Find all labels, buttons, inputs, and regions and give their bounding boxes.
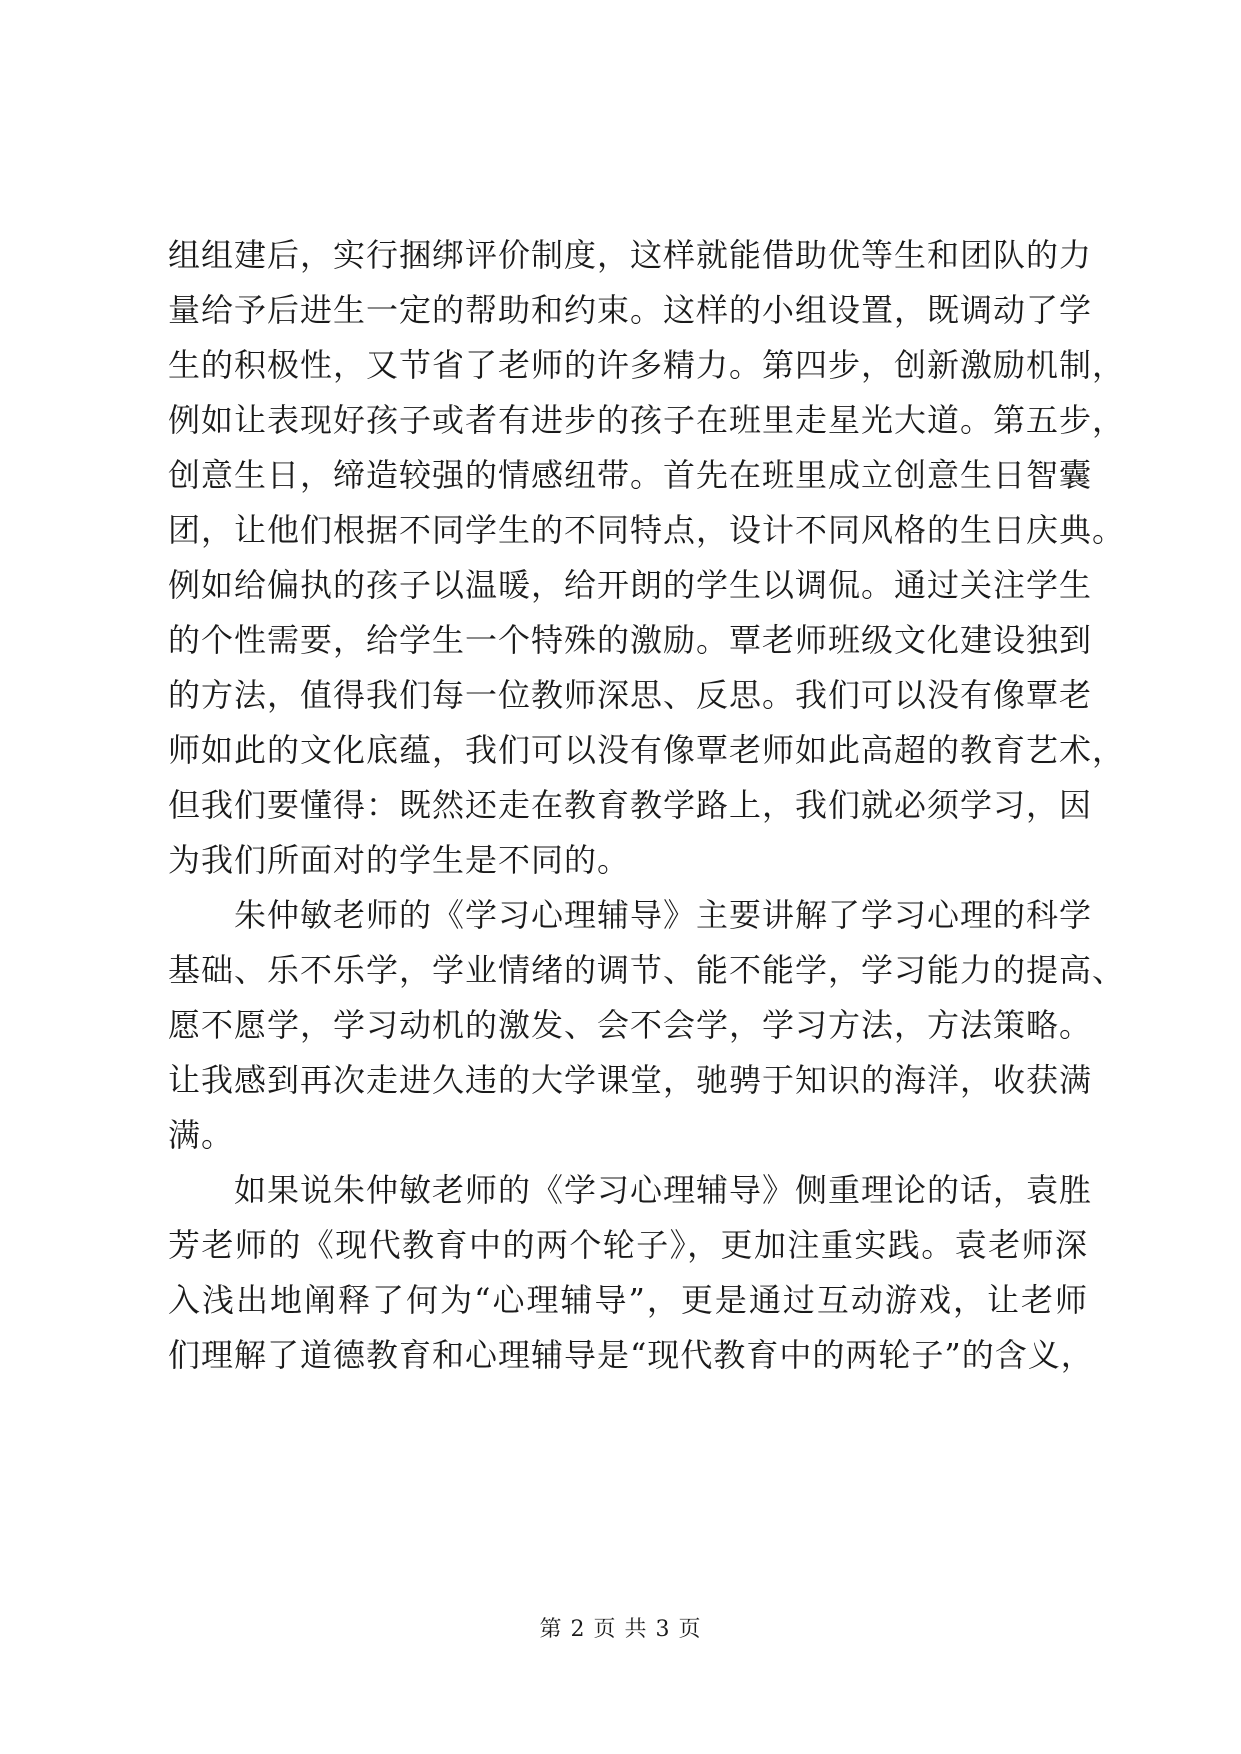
text-line: 愿不愿学，学习动机的激发、会不会学，学习方法，方法策略。 (168, 1006, 1093, 1044)
text-line: 朱仲敏老师的《学习心理辅导》主要讲解了学习心理的科学 (168, 896, 1093, 934)
text-line: 基础、乐不乐学，学业情绪的调节、能不能学，学习能力的提高、 (168, 951, 1126, 989)
text-line: 让我感到再次走进久违的大学课堂，驰骋于知识的海洋，收获满 (168, 1061, 1093, 1099)
text-line: 团，让他们根据不同学生的不同特点，设计不同风格的生日庆典。 (168, 511, 1126, 549)
text-line: 为我们所面对的学生是不同的。 (168, 841, 631, 879)
text-line: 但我们要懂得：既然还走在教育教学路上，我们就必须学习，因 (168, 786, 1093, 824)
text-line: 入浅出地阐释了何为“心理辅导”，更是通过互动游戏，让老师 (168, 1281, 1088, 1319)
text-line: 生的积极性，又节省了老师的许多精力。第四步，创新激励机制， (168, 346, 1126, 384)
body-text (168, 228, 1126, 1383)
text-line: 的个性需要，给学生一个特殊的激励。覃老师班级文化建设独到 (168, 621, 1093, 659)
text-line: 例如给偏执的孩子以温暖，给开朗的学生以调侃。通过关注学生 (168, 566, 1093, 604)
text-line: 师如此的文化底蕴，我们可以没有像覃老师如此高超的教育艺术， (168, 731, 1126, 769)
text-line: 如果说朱仲敏老师的《学习心理辅导》侧重理论的话，袁胜 (168, 1171, 1093, 1209)
text-line: 量给予后进生一定的帮助和约束。这样的小组设置，既调动了学 (168, 291, 1093, 329)
text-line: 例如让表现好孩子或者有进步的孩子在班里走星光大道。第五步， (168, 401, 1126, 439)
text-line: 的方法，值得我们每一位教师深思、反思。我们可以没有像覃老 (168, 676, 1093, 714)
text-line: 创意生日，缔造较强的情感纽带。首先在班里成立创意生日智囊 (168, 456, 1093, 494)
text-line: 组组建后，实行捆绑评价制度，这样就能借助优等生和团队的力 (168, 236, 1093, 274)
text-line: 满。 (168, 1116, 235, 1154)
text-line: 芳老师的《现代教育中的两个轮子》，更加注重实践。袁老师深 (168, 1226, 1088, 1264)
text-line: 们理解了道德教育和心理辅导是“现代教育中的两轮子”的含义， (168, 1336, 1094, 1374)
page-footer: 第 2 页 共 3 页 (539, 1617, 702, 1642)
